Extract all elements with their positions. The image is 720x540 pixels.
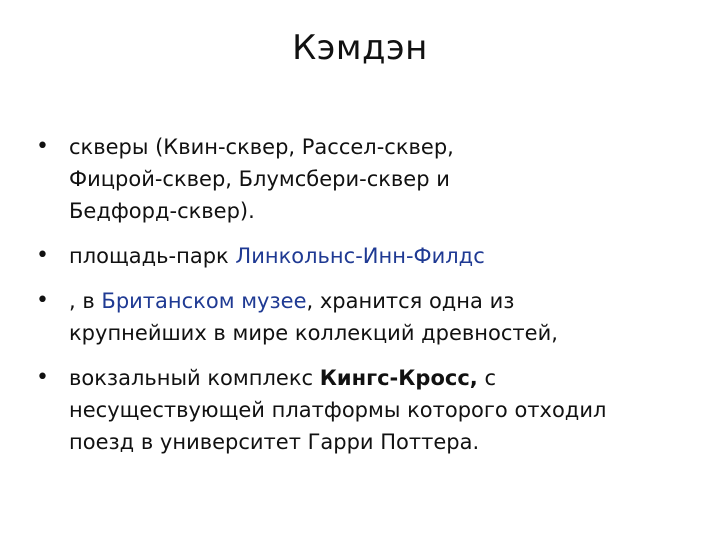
bullet-text-line: Бедфорд-сквер).	[69, 199, 255, 223]
bullet-text-line: скверы (Квин-сквер, Рассел-сквер,	[69, 135, 454, 159]
bullet-marker: •	[36, 243, 49, 268]
slide-title: Кэмдэн	[292, 28, 428, 68]
bullet-item-park	[36, 240, 696, 272]
bullet-text: , в	[69, 289, 102, 313]
bullet-list	[36, 131, 696, 471]
bullet-item-squares	[36, 131, 696, 227]
bullet-marker: •	[36, 365, 49, 390]
bullet-text-line: несуществующей платформы которого отходил	[69, 398, 607, 422]
bullet-marker: •	[36, 134, 49, 159]
bullet-item-museum	[36, 285, 696, 349]
lincolns-inn-fields-link[interactable]: Линкольнс-Инн-Филдс	[235, 244, 485, 268]
bullet-text-line: Фицрой-сквер, Блумсбери-сквер и	[69, 167, 450, 191]
bullet-text: с	[477, 366, 496, 390]
british-museum-link[interactable]: Британском музее	[101, 289, 307, 313]
bullet-text: вокзальный комплекс	[69, 366, 320, 390]
bullet-text-line: поезд в университет Гарри Поттера.	[69, 430, 480, 454]
bullet-text-line: крупнейших в мире коллекций древностей,	[69, 321, 558, 345]
bullet-text-line	[69, 285, 696, 317]
bullet-marker: •	[36, 288, 49, 313]
bullet-text-line	[69, 362, 696, 394]
bullet-item-kings-cross	[36, 362, 696, 458]
bullet-text: , хранится одна из	[306, 289, 515, 313]
bullet-text: площадь-парк	[69, 244, 236, 268]
kings-cross-label: Кингс-Кросс,	[319, 366, 478, 390]
bullet-text-line	[69, 240, 696, 272]
